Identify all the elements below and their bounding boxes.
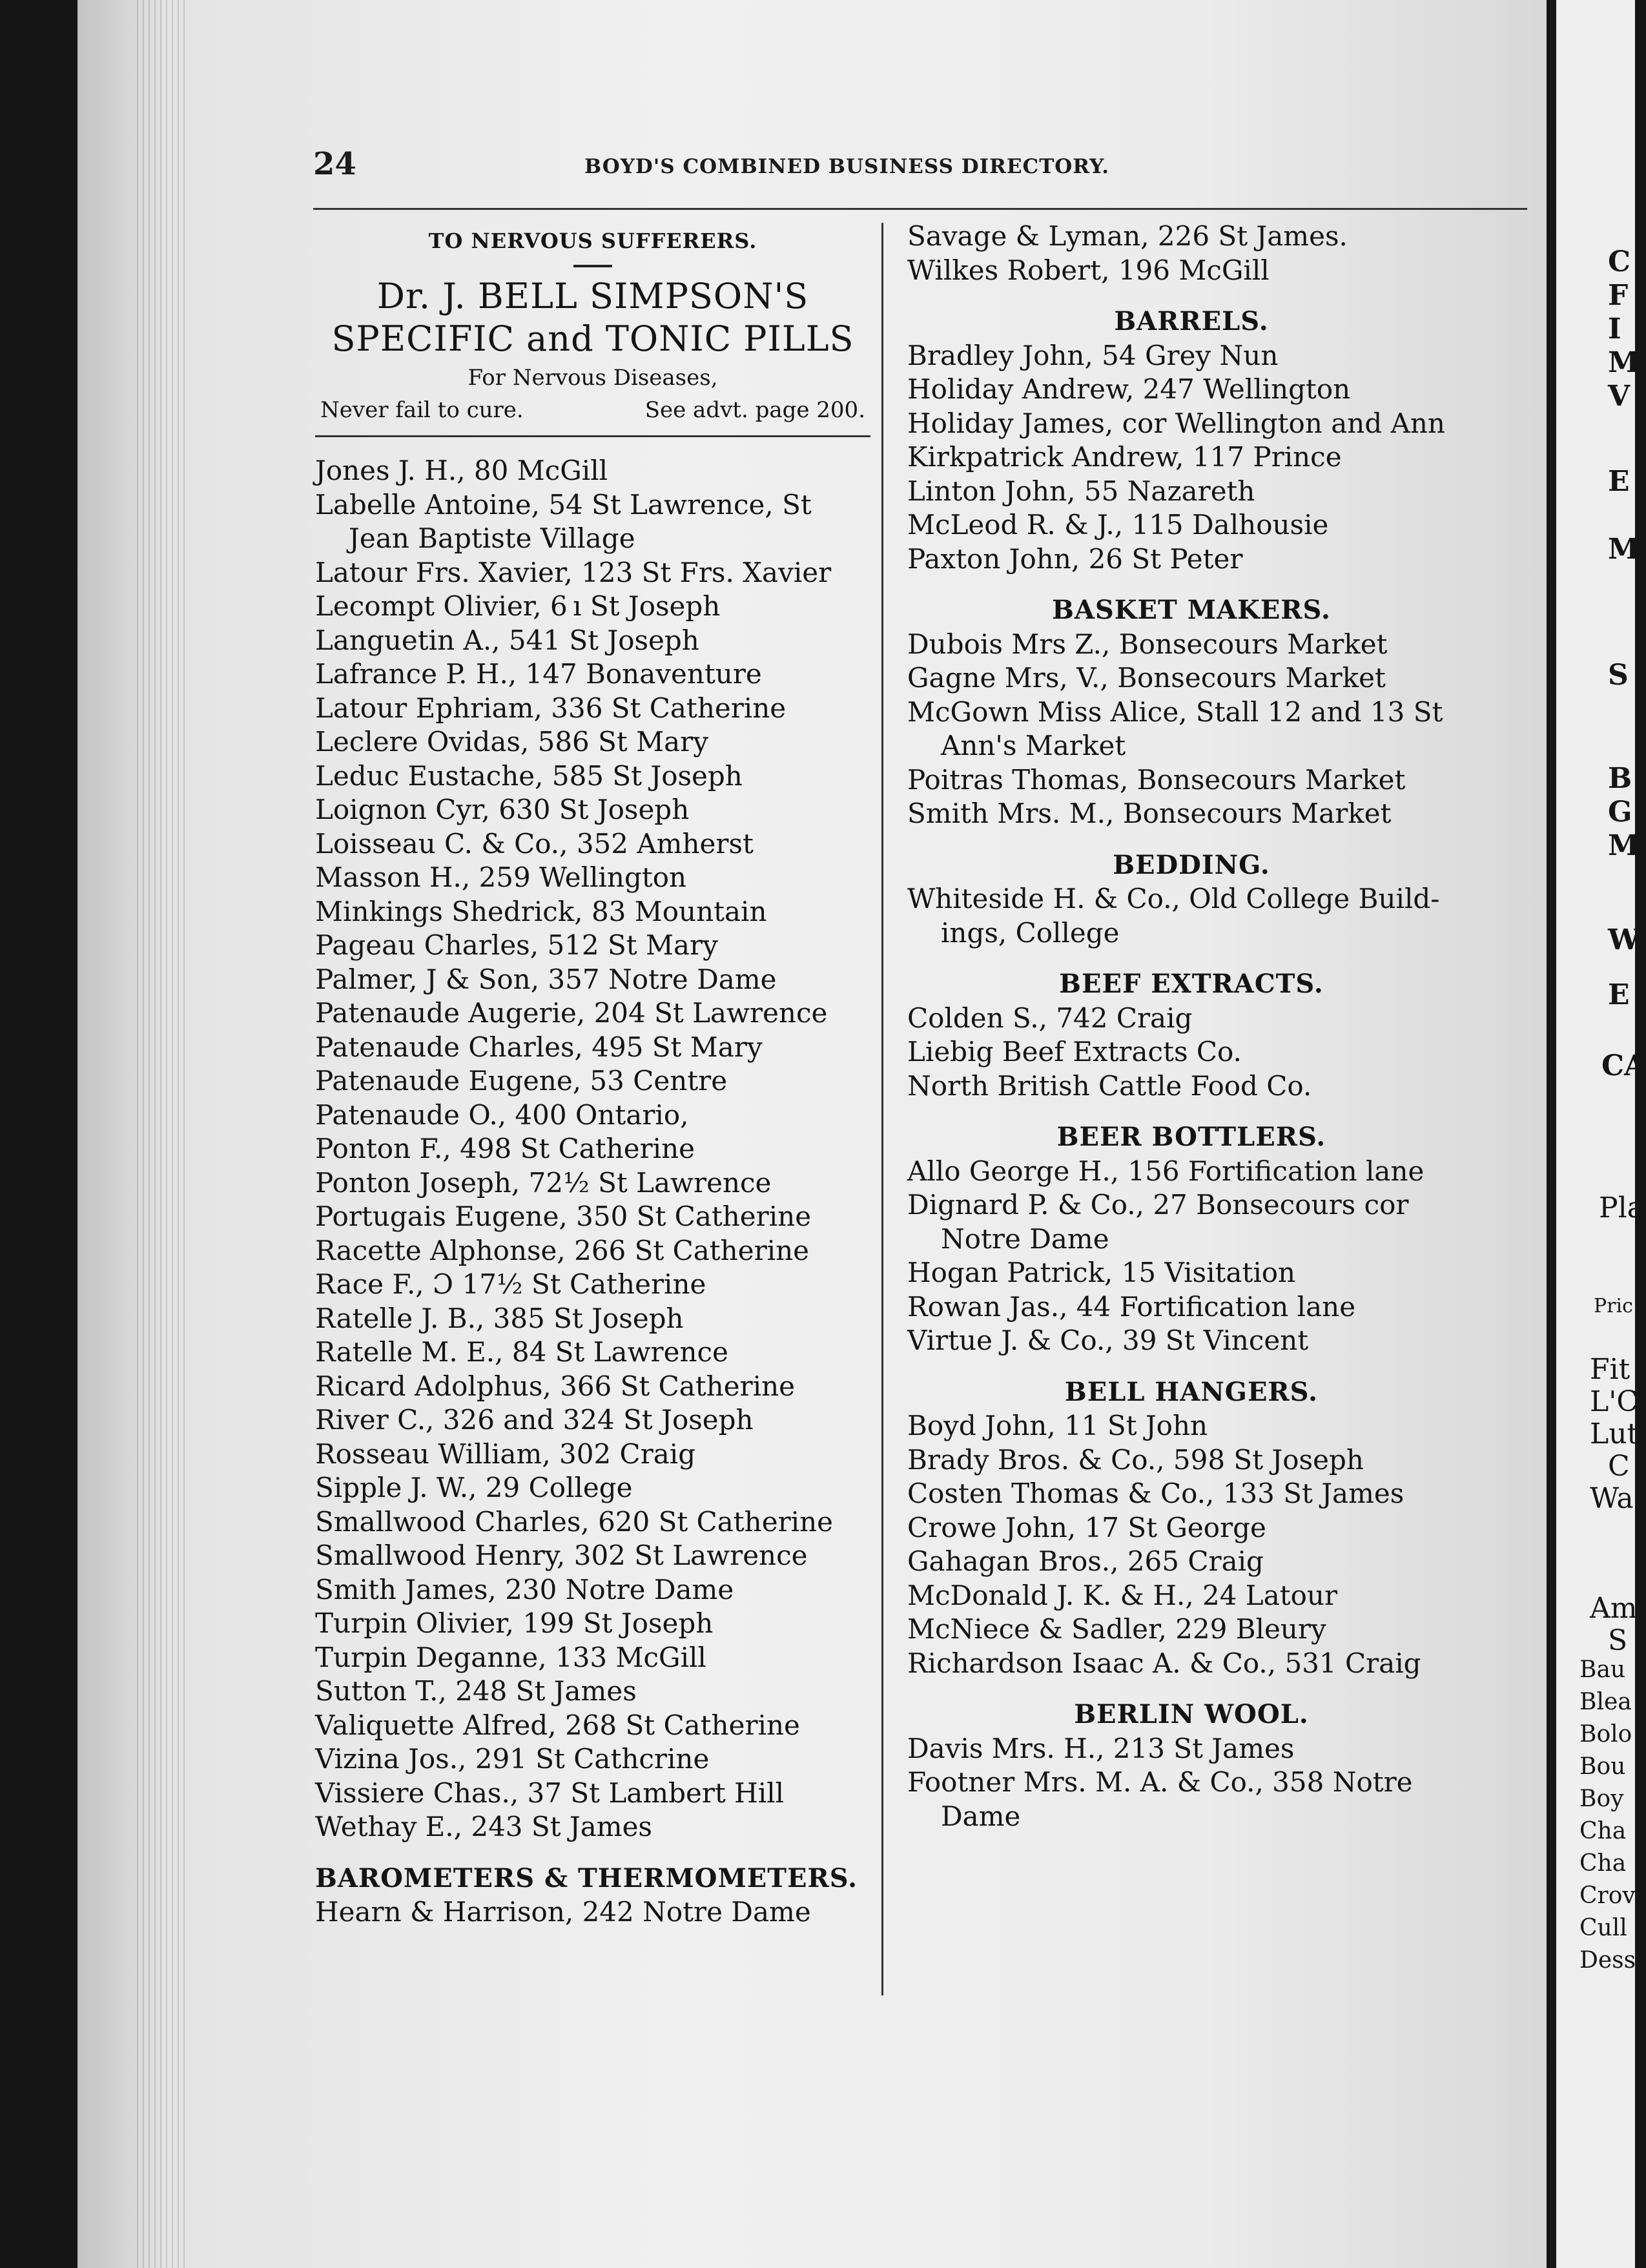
list-item: Linton John, 55 Nazareth	[907, 475, 1255, 507]
advert-title-line2: SPECIFIC and TONIC PILLS	[331, 318, 854, 359]
section-heading: BEER BOTTLERS.	[1056, 1122, 1326, 1152]
fragment-text: Pric	[1594, 1295, 1633, 1317]
right-column	[907, 220, 1476, 1833]
list-item: Sutton T., 248 St James	[315, 1675, 637, 1707]
list-item: Leduc Eustache, 585 St Joseph	[315, 759, 743, 792]
list-item: Smith James, 230 Notre Dame	[315, 1573, 734, 1605]
list-item: McDonald J. K. & H., 24 Latour	[907, 1579, 1338, 1611]
fragment-text: Lut	[1590, 1418, 1639, 1450]
fragment-text: C	[1608, 245, 1631, 278]
list-item: Patenaude Charles, 495 St Mary	[315, 1031, 763, 1063]
list-item: Ratelle J. B., 385 St Joseph	[315, 1302, 684, 1334]
advert-right-note: See advt. page 200.	[644, 397, 865, 423]
list-item: Lafrance P. H., 147 Bonaventure	[315, 658, 762, 690]
list-item: Costen Thomas & Co., 133 St James	[907, 1478, 1404, 1509]
list-item: Colden S., 742 Craig	[907, 1002, 1193, 1034]
list-item: Savage & Lyman, 226 St James.	[907, 220, 1348, 252]
fragment-text: Cha	[1579, 1850, 1627, 1877]
fragment-text: Boy	[1579, 1786, 1624, 1812]
fragment-text: W	[1608, 923, 1640, 956]
list-item: Latour Ephriam, 336 St Catherine	[315, 692, 787, 724]
list-item: North British Cattle Food Co.	[907, 1069, 1312, 1102]
fragment-text: CA	[1601, 1049, 1646, 1082]
list-item: Labelle Antoine, 54 St Lawrence, St	[315, 488, 812, 521]
list-item: Patenaude Augerie, 204 St Lawrence	[315, 997, 828, 1029]
column-divider	[881, 223, 883, 1995]
fragment-text: S	[1608, 1624, 1628, 1657]
list-item-continuation: ings, College	[941, 916, 1120, 949]
list-item: Jones J. H., 80 McGill	[315, 455, 608, 486]
list-item: Smallwood Henry, 302 St Lawrence	[315, 1540, 808, 1571]
fragment-text: Dess	[1579, 1947, 1636, 1974]
list-item: Racette Alphonse, 266 St Catherine	[315, 1234, 810, 1266]
section-gap	[907, 1680, 1476, 1698]
list-item: Liebig Beef Extracts Co.	[907, 1036, 1242, 1067]
fragment-text: Bau	[1579, 1656, 1626, 1683]
list-item: Ponton F., 498 St Catherine	[315, 1133, 695, 1164]
list-item: Patenaude Eugene, 53 Centre	[315, 1065, 728, 1097]
list-item: Turpin Deganne, 133 McGill	[315, 1641, 706, 1673]
left-entry-list	[315, 454, 870, 1844]
list-item: Gahagan Bros., 265 Craig	[907, 1545, 1264, 1577]
list-item: Vissiere Chas., 37 St Lambert Hill	[315, 1777, 785, 1809]
list-item: Hogan Patrick, 15 Visitation	[907, 1257, 1296, 1288]
list-item: Allo George H., 156 Fortification lane	[907, 1155, 1425, 1187]
section-heading: BEEF EXTRACTS.	[1059, 969, 1324, 999]
list-item: Bradley John, 54 Grey Nun	[907, 339, 1279, 371]
list-item: Vizina Jos., 291 St Cathcrine	[315, 1743, 710, 1775]
fragment-text: S	[1608, 659, 1629, 692]
list-item: Virtue J. & Co., 39 St Vincent	[907, 1325, 1309, 1356]
list-item-continuation: Notre Dame	[941, 1222, 1109, 1255]
list-item: Boyd John, 11 St John	[907, 1410, 1208, 1441]
left-column	[315, 220, 870, 1930]
section-gap	[907, 576, 1476, 593]
section-gap	[907, 1358, 1476, 1376]
advert-top-line: TO NERVOUS SUFFERERS.	[428, 229, 757, 253]
advert-rule	[315, 435, 870, 437]
list-item: Patenaude O., 400 Ontario,	[315, 1098, 689, 1131]
list-item: Latour Frs. Xavier, 123 St Frs. Xavier	[315, 556, 832, 588]
fragment-text: C	[1608, 1450, 1630, 1483]
list-item: Rowan Jas., 44 Fortification lane	[907, 1290, 1356, 1323]
list-item: Lecompt Olivier, 6 ı St Joseph	[315, 590, 721, 622]
advert-notes	[315, 393, 870, 428]
fragment-text: F	[1608, 279, 1629, 312]
list-item: Holiday James, cor Wellington and Ann	[907, 407, 1445, 439]
list-item: Loisseau C. & Co., 352 Amherst	[315, 827, 754, 860]
list-item: Ratelle M. E., 84 St Lawrence	[315, 1336, 728, 1368]
section-heading: BASKET MAKERS.	[1052, 595, 1331, 625]
fragment-text: L'C	[1590, 1385, 1638, 1418]
list-item: Turpin Olivier, 199 St Joseph	[315, 1607, 714, 1639]
fragment-text: Pla	[1599, 1191, 1644, 1224]
fragment-text: B	[1608, 762, 1632, 795]
list-item: Footner Mrs. M. A. & Co., 358 Notre	[907, 1766, 1413, 1798]
list-item: Smallwood Charles, 620 St Catherine	[315, 1505, 833, 1538]
section-heading: BAROMETERS & THERMOMETERS.	[315, 1862, 858, 1893]
list-item: Richardson Isaac A. & Co., 531 Craig	[907, 1647, 1421, 1679]
list-item: Languetin A., 541 St Joseph	[315, 624, 699, 656]
list-item: Holiday Andrew, 247 Wellington	[907, 373, 1351, 405]
section-heading: BEDDING.	[1113, 849, 1270, 880]
advert-left-note: Never fail to cure.	[320, 397, 524, 423]
list-item: Rosseau William, 302 Craig	[315, 1438, 696, 1470]
list-item: Palmer, J & Son, 357 Notre Dame	[315, 963, 777, 995]
fragment-text: G	[1608, 796, 1632, 829]
section-heading: BARRELS.	[1114, 306, 1269, 336]
list-item-continuation: Dame	[941, 1800, 1021, 1832]
list-item: Dubois Mrs Z., Bonsecours Market	[907, 628, 1388, 660]
list-item: River C., 326 and 324 St Joseph	[315, 1404, 754, 1436]
fragment-text: Cull	[1579, 1915, 1627, 1941]
list-item: Ponton Joseph, 72½ St Lawrence	[315, 1166, 772, 1199]
fragment-text: I	[1608, 313, 1621, 345]
advert-subtitle: For Nervous Diseases,	[468, 365, 718, 391]
fragment-text: Cha	[1579, 1818, 1627, 1844]
list-item: Dignard P. & Co., 27 Bonsecours cor	[907, 1189, 1409, 1221]
fragment-text: Blea	[1579, 1689, 1632, 1715]
list-item: Loignon Cyr, 630 St Joseph	[315, 794, 690, 825]
fragment-text: M	[1608, 533, 1640, 566]
list-item: Wilkes Robert, 196 McGill	[907, 254, 1270, 286]
list-item-continuation: Jean Baptiste Village	[349, 522, 635, 554]
fragment-text: Wa	[1590, 1482, 1634, 1515]
page-number: 24	[313, 146, 356, 182]
list-item: Race F., Ɔ 17½ St Catherine	[315, 1268, 706, 1300]
list-item: Masson H., 259 Wellington	[315, 861, 687, 893]
list-item: Poitras Thomas, Bonsecours Market	[907, 763, 1406, 796]
list-item: McGown Miss Alice, Stall 12 and 13 St	[907, 696, 1443, 728]
fragment-text: Am	[1590, 1592, 1638, 1625]
list-item: Paxton John, 26 St Peter	[907, 542, 1243, 575]
list-item: Whiteside H. & Co., Old College Build-	[907, 883, 1440, 914]
list-item: Kirkpatrick Andrew, 117 Prince	[907, 441, 1342, 473]
page-header	[313, 146, 1217, 191]
list-item: Smith Mrs. M., Bonsecours Market	[907, 798, 1392, 829]
advert-dash	[573, 265, 612, 267]
section-gap	[907, 831, 1476, 849]
fragment-text: M	[1608, 346, 1640, 379]
section-gap	[315, 1844, 870, 1862]
list-item: Portugais Eugene, 350 St Catherine	[315, 1201, 812, 1232]
fragment-text: E	[1608, 978, 1630, 1011]
running-title: BOYD'S COMBINED BUSINESS DIRECTORY.	[584, 155, 1110, 178]
fragment-text: Fit	[1590, 1353, 1631, 1386]
section-heading: BERLIN WOOL.	[1074, 1699, 1309, 1729]
section-heading: BELL HANGERS.	[1064, 1376, 1319, 1407]
list-item: Davis Mrs. H., 213 St James	[907, 1732, 1295, 1764]
list-item-continuation: Ann's Market	[941, 730, 1126, 761]
fragment-text: M	[1608, 829, 1640, 862]
fragment-text: E	[1608, 465, 1630, 498]
section-gap	[907, 1103, 1476, 1120]
list-item: McNiece & Sadler, 229 Bleury	[907, 1613, 1326, 1645]
fragment-text: Bou	[1579, 1753, 1626, 1780]
list-item: Sipple J. W., 29 College	[315, 1472, 633, 1503]
fragment-text: Crov	[1579, 1882, 1636, 1909]
list-item: Brady Bros. & Co., 598 St Joseph	[907, 1443, 1364, 1476]
header-rule	[313, 208, 1527, 210]
list-item: Minkings Shedrick, 83 Mountain	[315, 895, 767, 927]
section-gap	[907, 950, 1476, 967]
list-item: Wethay E., 243 St James	[315, 1811, 652, 1842]
list-item: Valiquette Alfred, 268 St Catherine	[315, 1709, 800, 1741]
section-gap	[907, 287, 1476, 305]
list-item: Leclere Ovidas, 586 St Mary	[315, 726, 708, 758]
list-item: Hearn & Harrison, 242 Notre Dame	[315, 1896, 811, 1928]
list-item: Gagne Mrs, V., Bonsecours Market	[907, 662, 1386, 694]
fragment-text: Bolo	[1579, 1721, 1632, 1747]
list-item: Crowe John, 17 St George	[907, 1511, 1266, 1543]
fragment-text: V	[1608, 380, 1631, 413]
list-item: Pageau Charles, 512 St Mary	[315, 929, 718, 961]
list-item: Ricard Adolphus, 366 St Catherine	[315, 1370, 795, 1402]
advert-title-line1: Dr. J. BELL SIMPSON'S	[376, 276, 809, 316]
list-item: McLeod R. & J., 115 Dalhousie	[907, 509, 1329, 541]
binding-edge	[137, 0, 189, 2268]
